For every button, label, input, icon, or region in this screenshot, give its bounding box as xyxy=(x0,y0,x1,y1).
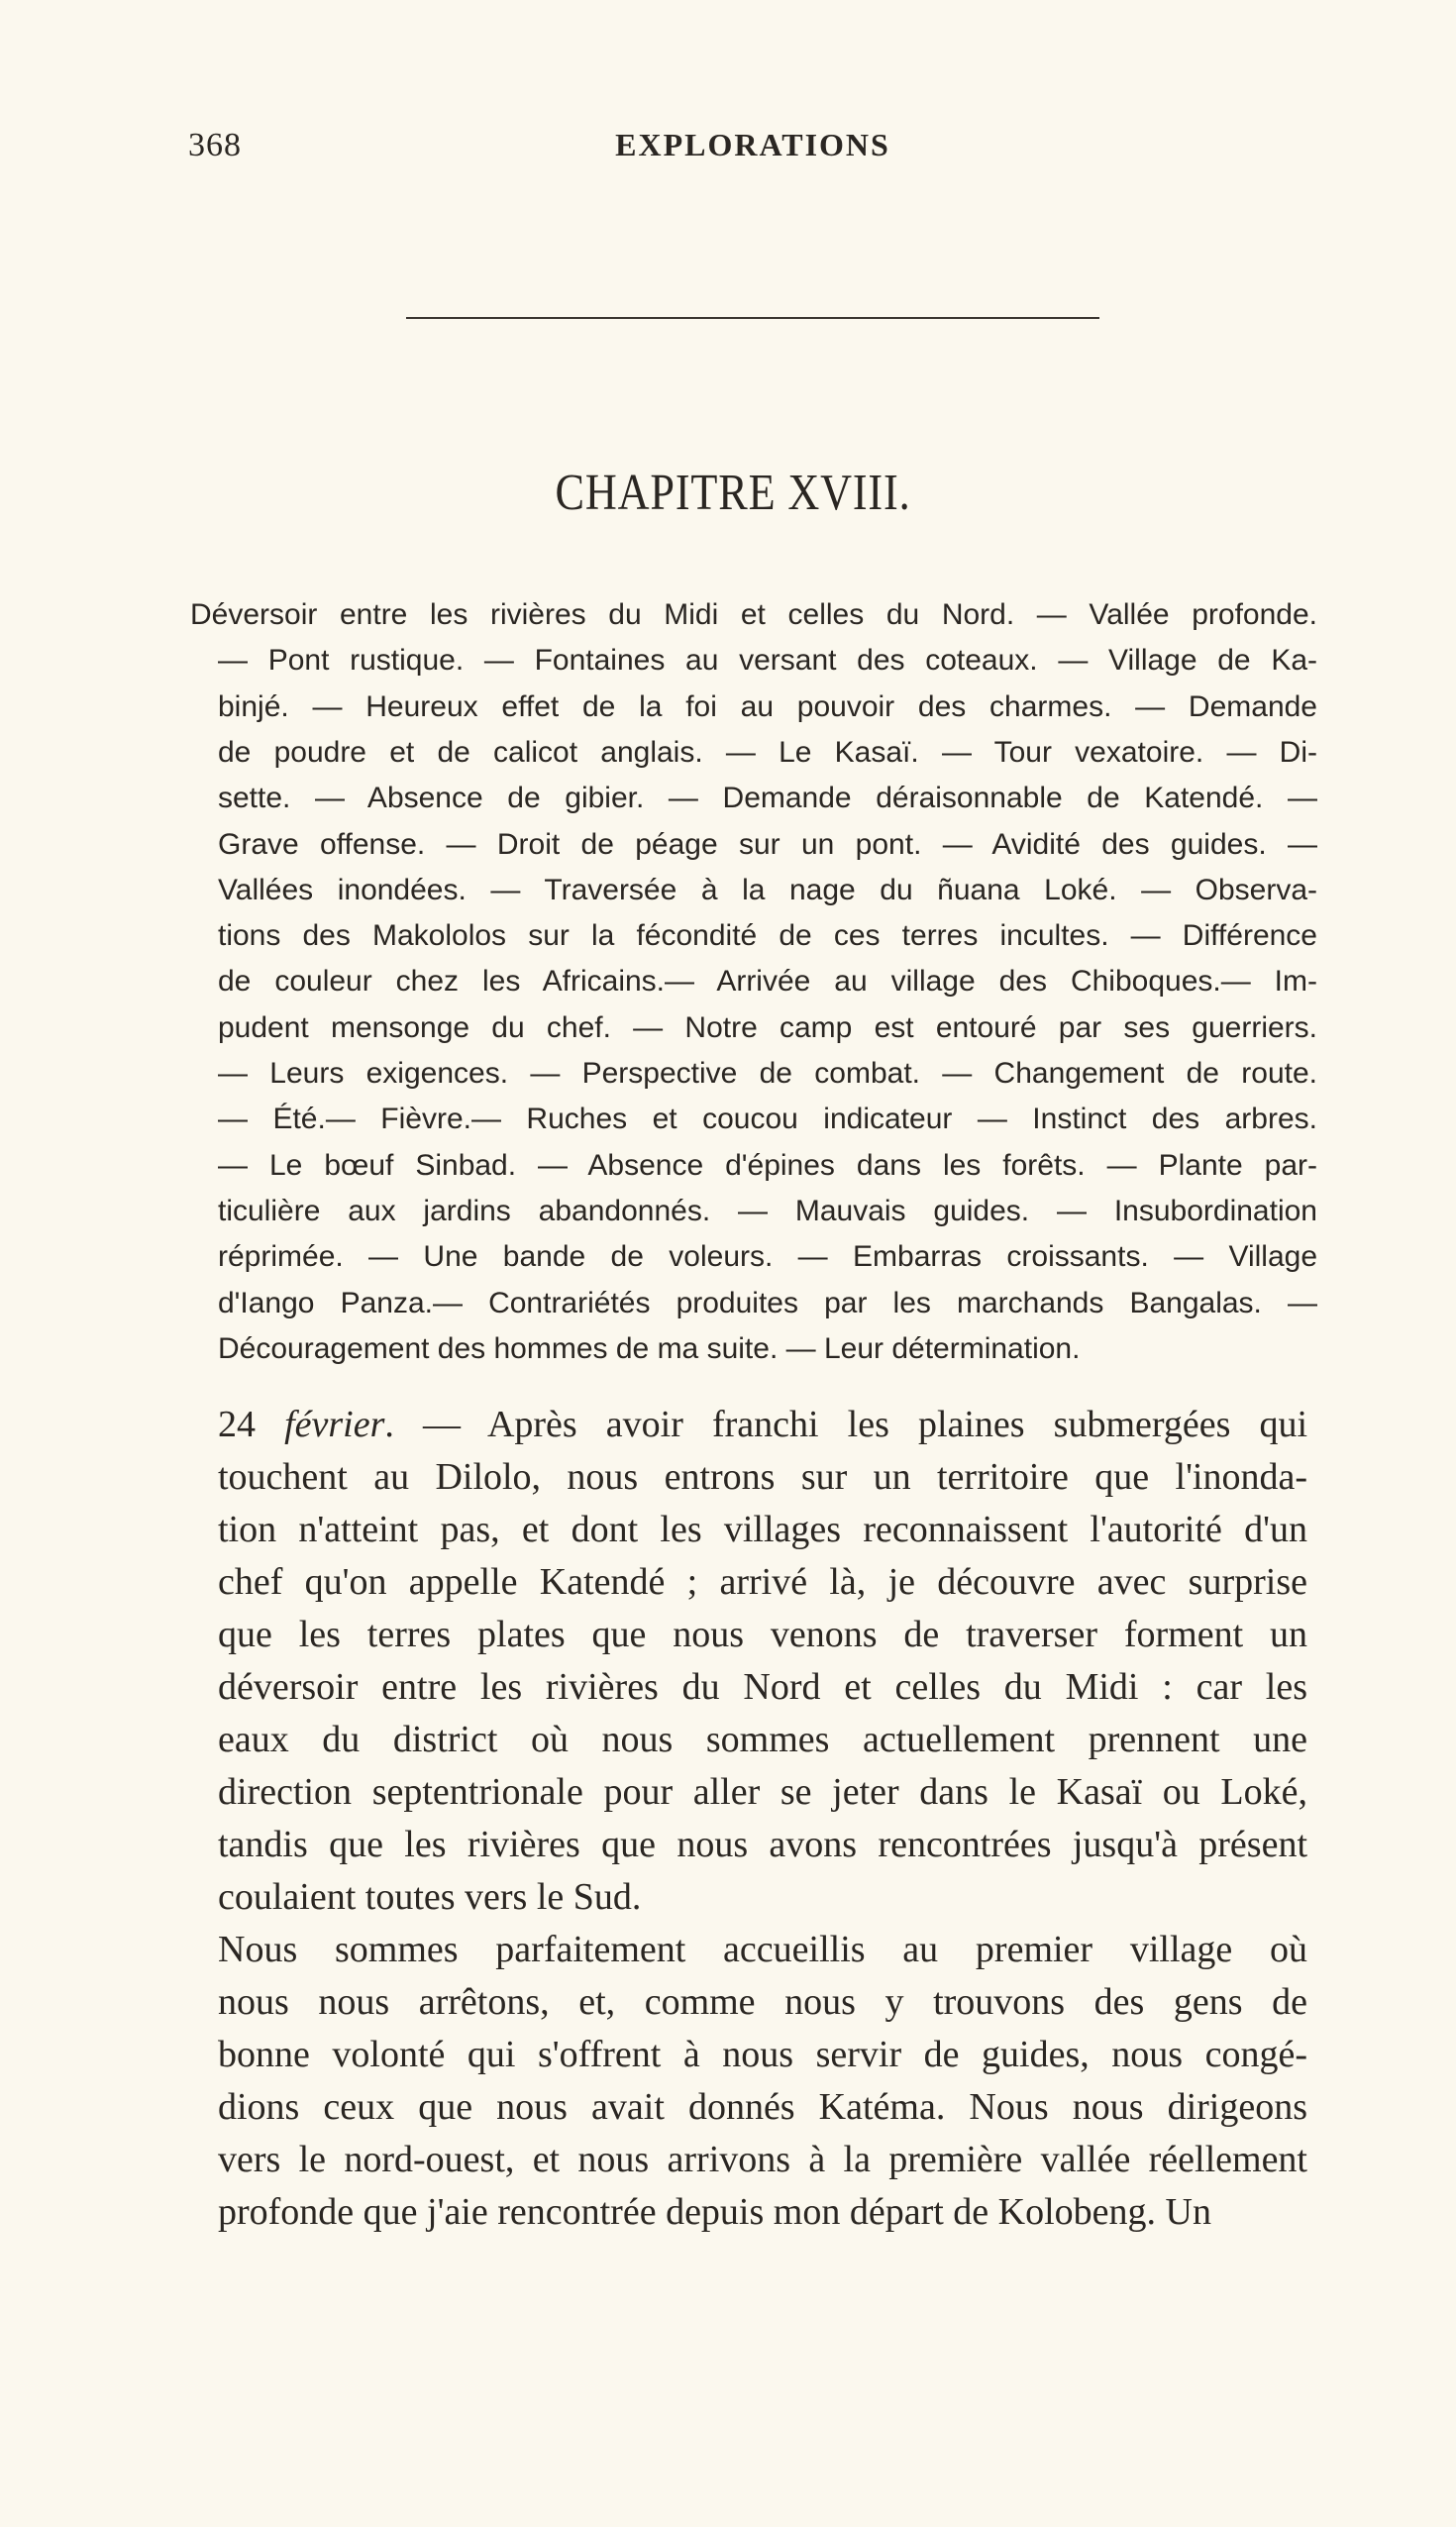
chapter-title: CHAPITRE XVIII. xyxy=(555,465,911,521)
summary-line: de couleur chez les Africains.— Arrivée au village des Chiboques.— Im- xyxy=(218,965,1317,999)
body-line: déversoir entre les rivières du Nord et celles du Midi : car les xyxy=(218,1666,1307,1708)
body-line: coulaient toutes vers le Sud. xyxy=(218,1876,642,1918)
summary-line: — Été.— Fièvre.— Ruches et coucou indicateur — Instinct des arbres. xyxy=(218,1103,1317,1136)
body-line: que les terres plates que nous venons de traverser forment un xyxy=(218,1614,1307,1655)
page-number: 368 xyxy=(188,127,242,163)
summary-line: pudent mensonge du chef. — Notre camp est entouré par ses guerriers. xyxy=(218,1010,1317,1044)
summary-line: tions des Makololos sur la fécondité de ces terres incultes. — Différence xyxy=(218,919,1317,953)
body-line: tandis que les rivières que nous avons rencontrées jusqu'à présent xyxy=(218,1824,1307,1865)
summary-line: réprimée. — Une bande de voleurs. — Embarras croissants. — Village xyxy=(218,1240,1317,1274)
body-line: chef qu'on appelle Katendé ; arrivé là, je découvre avec surprise xyxy=(218,1561,1307,1603)
summary-line: ticulière aux jardins abandonnés. — Mauvais guides. — Insubordination xyxy=(218,1194,1317,1227)
body-line: eaux du district où nous sommes actuellement prennent une xyxy=(218,1719,1307,1760)
running-head: EXPLORATIONS xyxy=(615,127,890,162)
body-line-text: . — Après avoir franchi les plaines submergées qui xyxy=(384,1404,1308,1445)
body-line: bonne volonté qui s'offrent à nous servir de guides, nous congé- xyxy=(218,2034,1307,2075)
summary-line: Vallées inondées. — Traversée à la nage du ñuana Loké. — Observa- xyxy=(218,873,1317,906)
date-month: février xyxy=(284,1404,385,1445)
summary-line: — Le bœuf Sinbad. — Absence d'épines dans les forêts. — Plante par- xyxy=(218,1148,1317,1182)
body-line xyxy=(218,1399,1307,1451)
body-line: nous nous arrêtons, et, comme nous y trouvons des gens de xyxy=(218,1981,1307,2023)
body-line: dions ceux que nous avait donnés Katéma. Nous nous dirigeons xyxy=(218,2086,1307,2128)
body-line: direction septentrionale pour aller se jeter dans le Kasaï ou Loké, xyxy=(218,1771,1307,1813)
body-line: tion n'atteint pas, et dont les villages reconnaissent l'autorité d'un xyxy=(218,1509,1307,1550)
body-line: vers le nord-ouest, et nous arrivons à la première vallée réellement xyxy=(218,2139,1307,2180)
body-line: touchent au Dilolo, nous entrons sur un territoire que l'inonda- xyxy=(218,1456,1307,1498)
summary-line: — Leurs exigences. — Perspective de combat. — Changement de route. xyxy=(218,1057,1317,1090)
summary-line: binjé. — Heureux effet de la foi au pouvoir des charmes. — Demande xyxy=(218,689,1317,723)
summary-line: Déversoir entre les rivières du Midi et celles du Nord. — Vallée profonde. xyxy=(190,598,1317,631)
summary-line: sette. — Absence de gibier. — Demande déraisonnable de Katendé. — xyxy=(218,782,1317,815)
body-line: Nous sommes parfaitement accueillis au premier village où xyxy=(218,1929,1307,1970)
summary-line: Grave offense. — Droit de péage sur un pont. — Avidité des guides. — xyxy=(218,827,1317,861)
summary-line: de poudre et de calicot anglais. — Le Kasaï. — Tour vexatoire. — Di- xyxy=(218,735,1317,769)
date-number: 24 xyxy=(218,1404,256,1445)
summary-line: — Pont rustique. — Fontaines au versant des coteaux. — Village de Ka- xyxy=(218,644,1317,678)
summary-line: Découragement des hommes de ma suite. — Leur détermination. xyxy=(218,1331,1081,1365)
chapter-divider xyxy=(406,317,1099,319)
summary-line: d'Iango Panza.— Contrariétés produites par les marchands Bangalas. — xyxy=(218,1286,1317,1319)
body-line: profonde que j'aie rencontrée depuis mon départ de Kolobeng. Un xyxy=(218,2191,1211,2233)
